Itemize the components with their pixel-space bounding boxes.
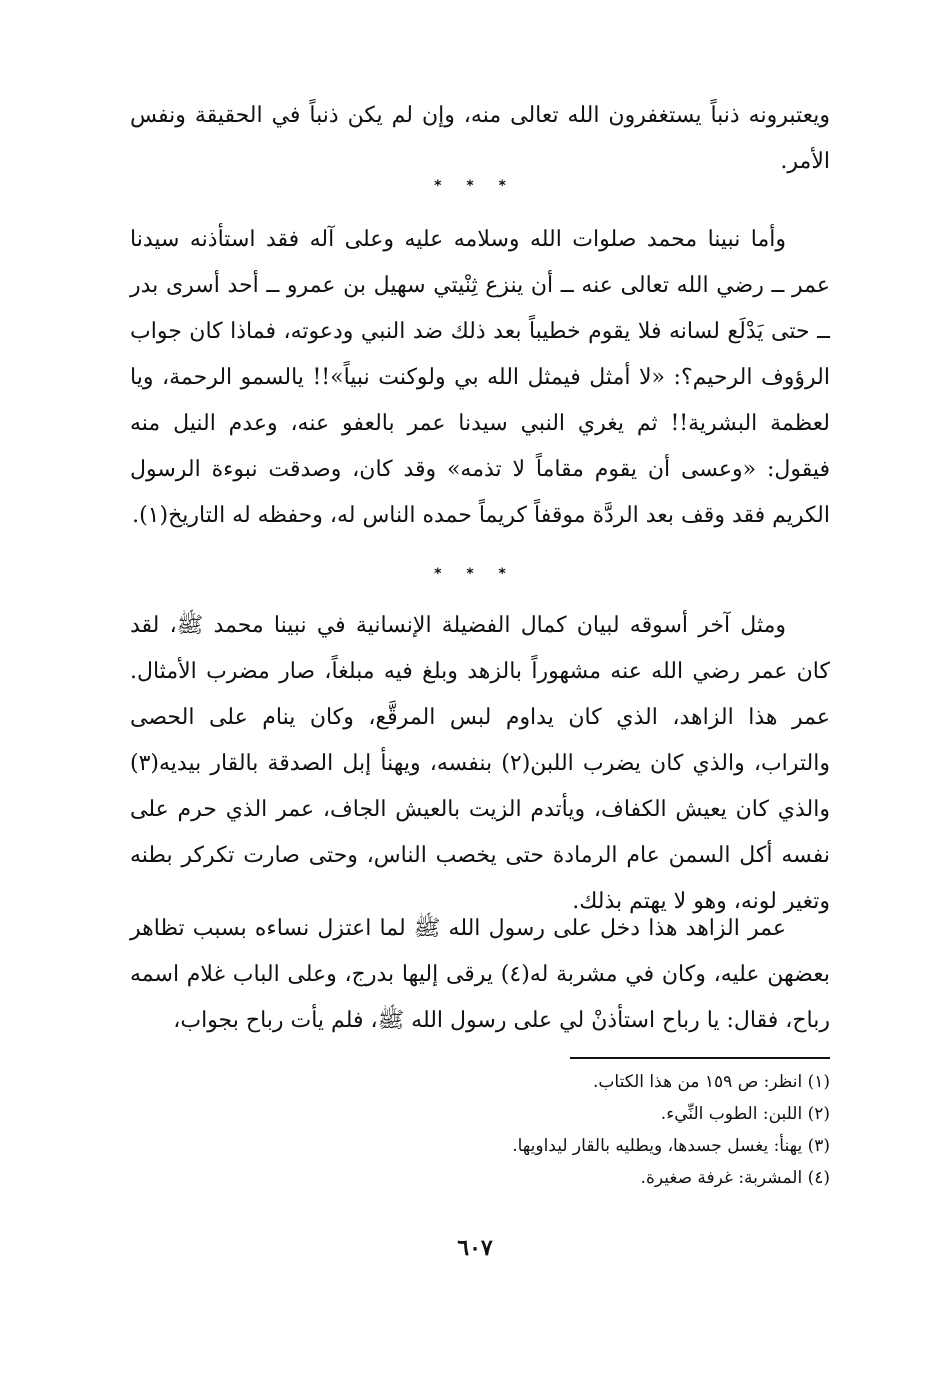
footnote-1: (١) انظر: ص ١٥٩ من هذا الكتاب. xyxy=(593,1072,830,1092)
footnote-divider xyxy=(570,1057,830,1059)
paragraph-3 xyxy=(130,603,830,925)
footnote-2: (٢) اللبن: الطوب النِّيء. xyxy=(660,1104,830,1124)
section-separator: * * * xyxy=(434,178,516,194)
paragraph-text: ومثل آخر أسوقه لبيان كمال الفضيلة الإنسانية في نبينا محمد ﷺ، لقد كان عمر رضي الله عنه مشهوراً بالزهد وبلغ فيه مبلغاً، صار مضرب الأمثال. عمر هذا الزاهد، الذي كان يداوم لبس المرقَّع، وكان ينام على الحصى والتراب، والذي كان يضرب اللبن(٢) بنفسه، ويهنأ إبل الصدقة بالقار بيديه(٣) والذي كان يعيش الكفاف، ويأتدم الزيت بالعيش الجاف، عمر الذي حرم على نفسه أكل السمن عام الرمادة حتى يخصب الناس، وحتى صارت تكركر بطنه وتغير لونه، وهو لا يهتم بذلك. xyxy=(130,613,830,914)
section-separator: * * * xyxy=(434,566,516,582)
footnotes xyxy=(430,1066,830,1194)
footnote-4: (٤) المشربة: غرفة صغيرة. xyxy=(640,1168,830,1188)
footnote-3: (٣) يهنأ: يغسل جسدها، ويطليه بالقار ليداويها. xyxy=(512,1136,830,1156)
paragraph-1 xyxy=(130,93,830,185)
paragraph-text: عمر الزاهد هذا دخل على رسول الله ﷺ لما اعتزل نساءه بسبب تظاهر بعضهن عليه، وكان في مشربة له(٤) يرقى إليها بدرج، وعلى الباب غلام اسمه رباح، فقال: يا رباح استأذنْ لي على رسول الله ﷺ، فلم يأت رباح بجواب، xyxy=(130,916,830,1033)
paragraph-text: ويعتبرونه ذنباً يستغفرون الله تعالى منه، وإن لم يكن ذنباً في الحقيقة ونفس الأمر. xyxy=(130,103,830,174)
page-number: ٦٠٧ xyxy=(457,1235,493,1261)
paragraph-text: وأما نبينا محمد صلوات الله وسلامه عليه وعلى آله فقد استأذنه سيدنا عمر ــ رضي الله تعالى عنه ــ أن ينزع ثِنْيتي سهيل بن عمرو ــ أحد أسرى بدر ــ حتى يَدْلَع لسانه فلا يقوم خطيباً بعد ذلك ضد النبي ودعوته، فماذا كان جواب الرؤوف الرحيم؟: «لا أمثل فيمثل الله بي ولوكنت نبياً»!! يالسمو الرحمة، ويا لعظمة البشرية!! ثم يغري النبي سيدنا عمر بالعفو عنه، وعدم النيل منه فيقول: «وعسى أن يقوم مقاماً لا تذمه» وقد كان، وصدقت نبوءة الرسول الكريم فقد وقف بعد الردَّة موقفاً كريماً حمده الناس له، وحفظه له التاريخ(١). xyxy=(130,227,830,528)
paragraph-4 xyxy=(130,906,830,1044)
paragraph-2 xyxy=(130,217,830,539)
